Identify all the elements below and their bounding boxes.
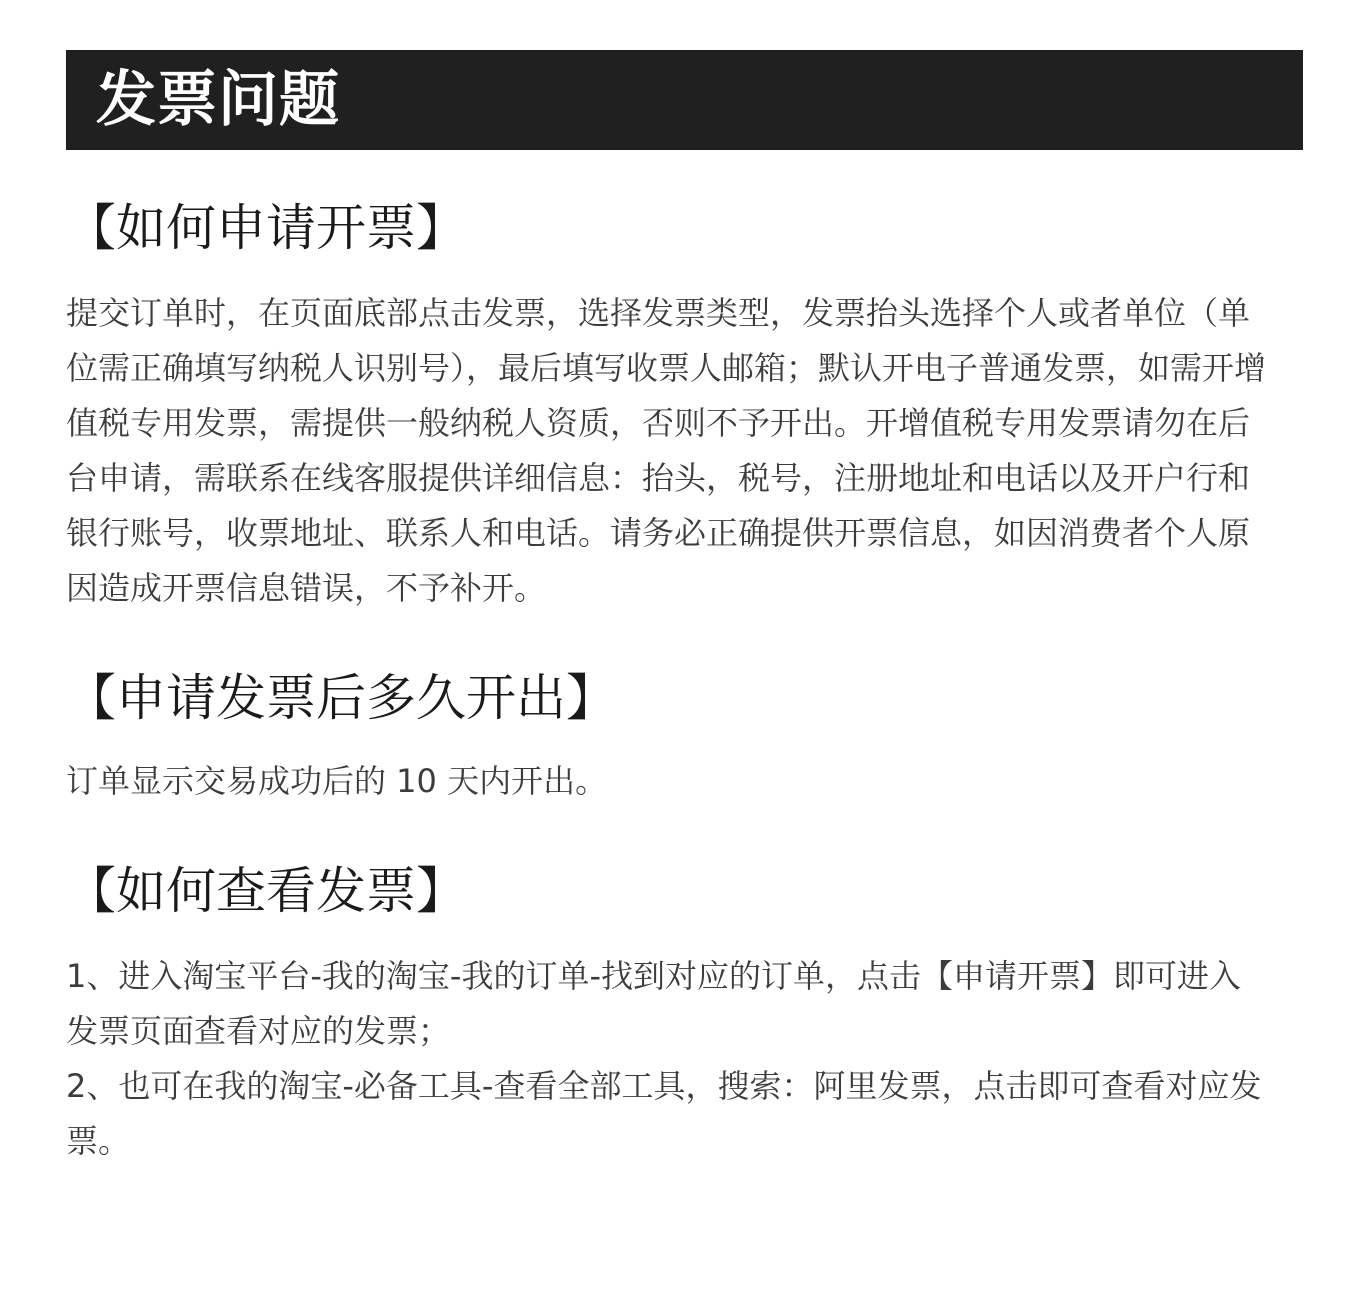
section-step-2: 2、也可在我的淘宝-必备工具-查看全部工具，搜索：阿里发票，点击即可查看对应发票。 bbox=[66, 1067, 1262, 1160]
section-heading: 【如何申请开票】 bbox=[66, 199, 466, 257]
section-heading: 【申请发票后多久开出】 bbox=[66, 669, 616, 727]
section-issue-time bbox=[66, 668, 1266, 809]
page-title: 发票问题 bbox=[96, 65, 340, 135]
section-step-1: 1、进入淘宝平台-我的淘宝-我的订单-找到对应的订单，点击【申请开票】即可进入发票页面查看对应的发票； bbox=[66, 957, 1242, 1050]
section-body: 提交订单时，在页面底部点击发票，选择发票类型，发票抬头选择个人或者单位（单位需正确填写纳税人识别号），最后填写收票人邮箱；默认开电子普通发票，如需开增值税专用发票，需提供一般纳税人资质，否则不予开出。开增值税专用发票请勿在后台申请，需联系在线客服提供详细信息：抬头，税号，注册地址和电话以及开户行和银行账号，收票地址、联系人和电话。请务必正确提供开票信息，如因消费者个人原因造成开票信息错误，不予补开。 bbox=[66, 294, 1267, 607]
title-bar bbox=[66, 50, 1303, 150]
section-how-to-apply bbox=[66, 198, 1266, 616]
section-heading: 【如何查看发票】 bbox=[66, 862, 466, 920]
section-body: 订单显示交易成功后的 10 天内开出。 bbox=[66, 762, 608, 800]
section-how-to-view bbox=[66, 861, 1266, 1169]
invoice-faq-page bbox=[66, 50, 1303, 1169]
